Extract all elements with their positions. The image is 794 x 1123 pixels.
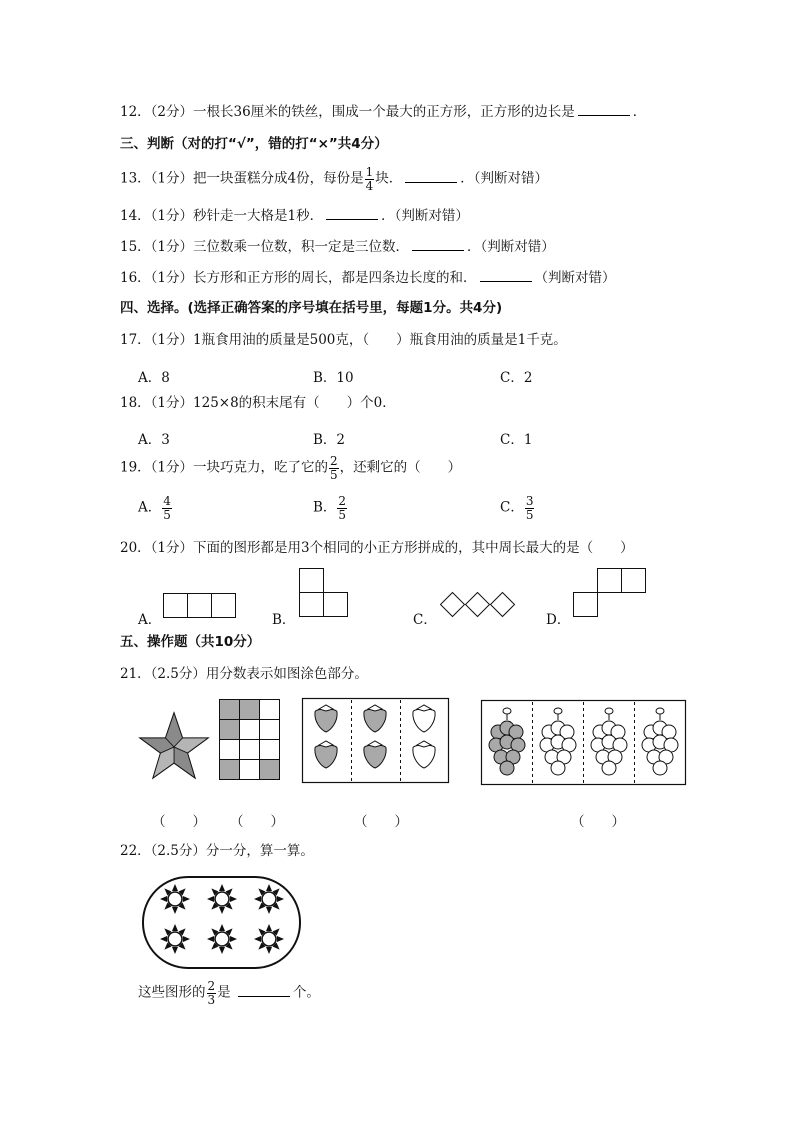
option-d[interactable]: D． [546,612,571,628]
fraction-2-3: $\frac{2}{3}$ [207,979,216,1007]
option-b[interactable]: B．10 [313,370,354,386]
section-3-title: 三、判断（对的打“√”，错的打“×”共4分） [120,136,388,152]
answer-blank[interactable] [238,995,290,997]
option-c[interactable]: C． [413,612,437,628]
fraction-3-5: $\frac{3}{5}$ [525,494,534,522]
question-21: 21．（2.5分）用分数表示如图涂色部分。 [120,666,368,682]
sun-group-box [142,876,302,970]
shaded-grid [219,699,282,783]
answer-blank[interactable] [412,249,464,251]
option-c[interactable]: C． $\frac{3}{5}$ [500,494,534,522]
answer-blank[interactable] [326,218,378,220]
grape-box [481,700,687,786]
question-22-answer-line: 这些图形的 $\frac{2}{3}$ 是 个。 [138,979,320,1007]
question-15: 15．（1分）三位数乘一位数，积一定是三位数． ．（判断对错） [120,239,555,255]
sun-icon [160,924,190,954]
answer-paren[interactable]: （ ） [354,814,408,830]
section-5-title: 五、操作题（共10分） [120,634,261,650]
answer-blank[interactable] [578,114,630,116]
sun-icon [207,924,237,954]
fraction-2-5: $\frac{2}{5}$ [330,454,338,482]
fraction-4-5: $\frac{4}{5}$ [163,494,171,522]
strawberry-box [302,698,450,784]
question-16: 16．（1分）长方形和正方形的周长，都是四条边长度的和． （判断对错） [120,270,616,286]
option-a[interactable]: A．8 [138,370,170,386]
option-b[interactable]: B． $\frac{2}{5}$ [313,494,347,522]
option-a[interactable]: A． [138,612,162,628]
sun-icon [207,884,237,914]
option-a[interactable]: A．3 [138,432,170,448]
question-13: 13．（1分）把一块蛋糕分成4份，每份是 $\frac{1}{4}$ 块． ．（判断对错） [120,165,548,193]
question-17: 17．（1分）1瓶食用油的质量是500克，（ ）瓶食用油的质量是1千克。 [120,332,567,348]
question-18: 18．（1分）125×8的积末尾有（ ）个0． [120,395,396,411]
question-14: 14．（1分）秒针走一大格是1秒． ．（判断对错） [120,208,469,224]
sun-icon [254,884,284,914]
sun-icon [254,924,284,954]
option-b[interactable]: B． [272,612,296,628]
sun-icon [160,884,190,914]
question-22: 22．（2.5分）分一分，算一算。 [120,843,314,859]
fraction-2-5: $\frac{2}{5}$ [338,494,347,522]
shape-step [573,568,647,618]
shape-three-in-row [163,593,237,618]
question-19: 19．（1分）一块巧克力，吃了它的 $\frac{2}{5}$ ，还剩它的（ ） [120,454,462,482]
q12-text: 12．（2分）一根长36厘米的铁丝，围成一个最大的正方形，正方形的边长是 [120,104,575,120]
answer-blank[interactable] [480,280,532,282]
answer-blank[interactable] [405,181,457,183]
shape-diamonds [440,592,516,618]
option-c[interactable]: C．2 [500,370,533,386]
answer-paren[interactable]: （ ） [230,814,284,830]
option-b[interactable]: B．2 [313,432,346,448]
shape-l-form [299,568,349,618]
answer-paren[interactable]: （ ） [571,814,625,830]
question-12: 12．（2分）一根长36厘米的铁丝，围成一个最大的正方形，正方形的边长是 ． [120,104,647,120]
option-c[interactable]: C．1 [500,432,533,448]
answer-paren[interactable]: （ ） [152,814,206,830]
fraction-1-4: $\frac{1}{4}$ [365,165,374,193]
question-20: 20．（1分）下面的图形都是用3个相同的小正方形拼成的，其中周长最大的是（ ） [120,540,634,556]
section-4-title: 四、选择。(选择正确答案的序号填在括号里，每题1分。共4分) [120,300,503,316]
option-a[interactable]: A． $\frac{4}{5}$ [138,494,171,522]
star-icon [138,711,210,779]
